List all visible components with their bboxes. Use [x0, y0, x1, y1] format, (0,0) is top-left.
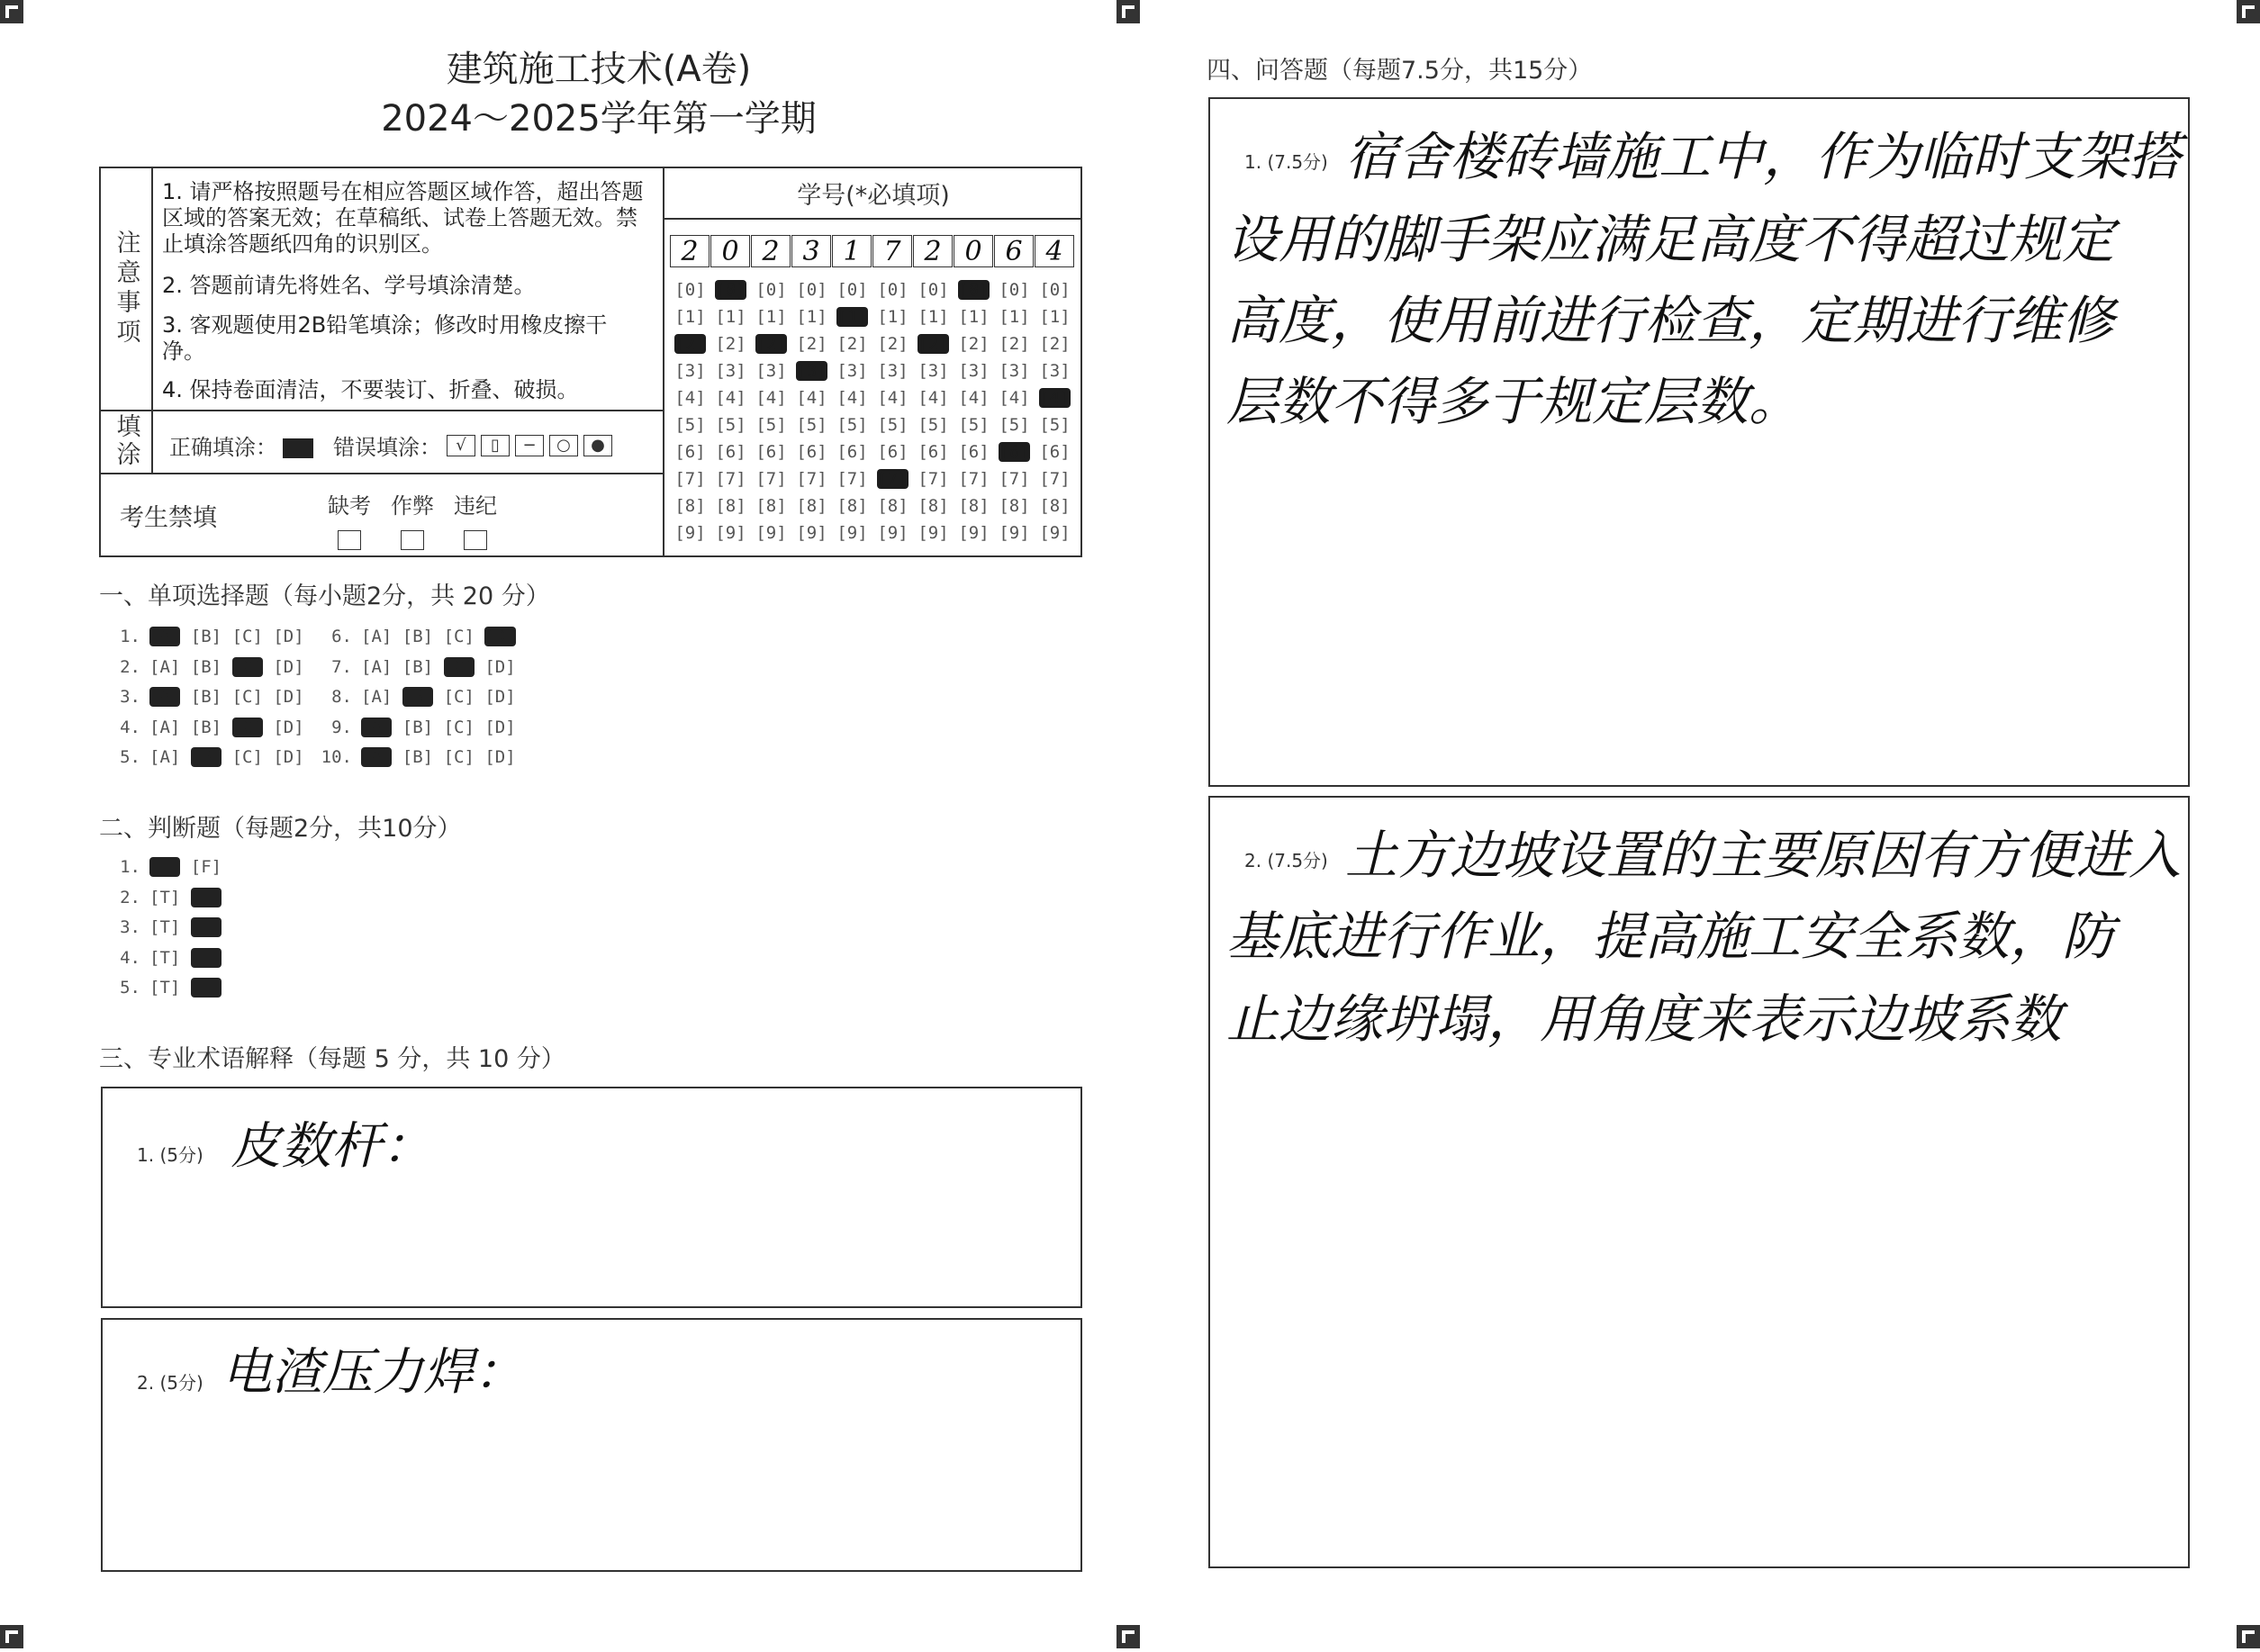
mc-option-bubble[interactable]: [B]: [402, 627, 434, 646]
handwritten-line: 基底进行作业，提高施工安全系数，防: [1226, 906, 2115, 967]
student-id-column: [872, 276, 913, 546]
student-id-bubble[interactable]: [9]: [1039, 523, 1071, 543]
mc-option-bubble[interactable]: [B]: [190, 747, 222, 767]
corner-marker-icon: [2237, 0, 2260, 23]
tf-question-row: [99, 978, 221, 998]
mc-option-bubble[interactable]: [A]: [149, 627, 181, 646]
student-id-bubble[interactable]: [0]: [1039, 280, 1071, 300]
student-id-bubble[interactable]: [3]: [674, 361, 706, 381]
student-id-bubble[interactable]: [3]: [715, 361, 746, 381]
question-number: 1.: [120, 857, 140, 877]
notice-heading: 注意事项: [112, 230, 140, 348]
mc-option-bubble[interactable]: [A]: [149, 717, 181, 737]
student-id-bubble[interactable]: [2]: [715, 334, 746, 354]
student-id-bubble[interactable]: [3]: [1039, 361, 1071, 381]
student-id-bubble[interactable]: [1]: [715, 307, 746, 327]
mc-option-bubble[interactable]: [C]: [231, 656, 263, 677]
dash-icon: −: [515, 435, 544, 456]
mc-option-bubble[interactable]: [C]: [443, 687, 475, 707]
student-id-bubble[interactable]: [0]: [755, 280, 787, 300]
tf-option-bubble[interactable]: [F]: [190, 857, 222, 877]
mc-question-row: [311, 627, 516, 646]
student-id-bubble[interactable]: [5]: [715, 415, 746, 435]
student-id-bubble[interactable]: [6]: [999, 442, 1030, 462]
student-id-bubble[interactable]: [4]: [796, 388, 827, 408]
tf-question-row: [99, 857, 221, 877]
student-id-bubble[interactable]: [8]: [755, 496, 787, 516]
student-id-bubble[interactable]: [1]: [755, 307, 787, 327]
student-id-bubble[interactable]: [2]: [1039, 334, 1071, 354]
fill-correct: 正确填涂：: [169, 429, 313, 461]
ban-cheat: 作弊: [376, 488, 448, 550]
student-id-bubble[interactable]: [4]: [674, 388, 706, 408]
tf-option-bubble[interactable]: [T]: [149, 947, 181, 968]
student-id-digit[interactable]: 7: [872, 235, 912, 267]
student-id-bubble[interactable]: [2]: [958, 334, 990, 354]
tf-question-row: [99, 948, 221, 968]
student-id-bubble[interactable]: [6]: [918, 442, 949, 462]
student-id-bubble[interactable]: [6]: [674, 442, 706, 462]
student-id-bubble[interactable]: [8]: [715, 496, 746, 516]
student-id-bubble[interactable]: [4]: [918, 388, 949, 408]
tf-option-bubble[interactable]: [F]: [190, 917, 222, 937]
mc-option-bubble[interactable]: [A]: [149, 747, 181, 767]
question-number: 6.: [331, 627, 352, 646]
student-id-digit[interactable]: 2: [751, 235, 791, 267]
student-id-bubble[interactable]: [7]: [1039, 469, 1071, 489]
student-id-bubble[interactable]: [8]: [1039, 496, 1071, 516]
student-id-bubble[interactable]: [1]: [877, 307, 909, 327]
student-id-digit[interactable]: 1: [832, 235, 872, 267]
student-id-bubble[interactable]: [7]: [877, 469, 909, 489]
mc-question-row: [99, 657, 304, 677]
question-number: 8.: [331, 687, 352, 707]
circle-icon: ○: [549, 435, 578, 456]
section2-title: 二、判断题（每题2分，共10分）: [99, 815, 462, 843]
student-id-bubble[interactable]: [4]: [958, 388, 990, 408]
mc-option-bubble[interactable]: [C]: [231, 687, 263, 707]
student-id-bubble[interactable]: [7]: [836, 469, 868, 489]
student-id-digit[interactable]: 3: [791, 235, 831, 267]
student-id-digit[interactable]: 4: [1035, 235, 1074, 267]
mc-option-bubble[interactable]: [B]: [190, 656, 222, 677]
student-id-bubble[interactable]: [0]: [836, 280, 868, 300]
correct-fill-swatch-icon: [283, 438, 313, 458]
mc-option-bubble[interactable]: [D]: [484, 747, 516, 767]
student-id-bubble[interactable]: [7]: [958, 469, 990, 489]
student-id-digit[interactable]: 2: [670, 235, 710, 267]
student-id-bubble[interactable]: [5]: [836, 415, 868, 435]
check-mark-icon: √: [447, 435, 475, 456]
mc-option-bubble[interactable]: [A]: [361, 717, 393, 737]
handwritten-line: 高度，使用前进行检查，定期进行维修: [1226, 290, 2115, 351]
student-id-bubble[interactable]: [2]: [674, 334, 706, 354]
student-id-bubble[interactable]: [1]: [1039, 307, 1071, 327]
mc-option-bubble[interactable]: [D]: [273, 627, 304, 646]
student-id-bubble[interactable]: [3]: [836, 361, 868, 381]
mc-option-bubble[interactable]: [B]: [402, 717, 434, 737]
mc-option-bubble[interactable]: [C]: [443, 656, 475, 677]
student-id-bubble[interactable]: [4]: [1039, 388, 1071, 408]
question-number: 4.: [120, 947, 140, 968]
student-id-column: [954, 276, 994, 546]
student-id-bubble[interactable]: [6]: [715, 442, 746, 462]
student-id-digit[interactable]: 0: [954, 235, 993, 267]
student-id-bubble[interactable]: [9]: [674, 523, 706, 543]
ban-checkbox[interactable]: [464, 530, 487, 550]
student-id-bubble[interactable]: [3]: [918, 361, 949, 381]
student-id-bubble[interactable]: [7]: [755, 469, 787, 489]
question-number: 7.: [331, 656, 352, 677]
student-id-bubble[interactable]: [2]: [836, 334, 868, 354]
student-id-bubble[interactable]: [1]: [918, 307, 949, 327]
student-id-bubble[interactable]: [5]: [1039, 415, 1071, 435]
student-id-bubble[interactable]: [8]: [999, 496, 1030, 516]
student-id-bubble[interactable]: [6]: [877, 442, 909, 462]
mc-option-bubble[interactable]: [D]: [484, 656, 516, 677]
question-number: 2.: [120, 656, 140, 677]
tf-option-bubble[interactable]: [F]: [190, 978, 222, 998]
mc-question-row: [311, 687, 516, 707]
student-id-bubble[interactable]: [6]: [755, 442, 787, 462]
vertical-bar-icon: ▯: [481, 435, 510, 456]
tf-option-bubble[interactable]: [F]: [190, 947, 222, 968]
mc-question-row: [99, 627, 304, 646]
fill-wrong: 错误填涂： √ ▯ − ○ ●: [333, 429, 612, 461]
question-number: 5.: [120, 978, 140, 998]
mc-option-bubble[interactable]: [A]: [361, 687, 393, 707]
tf-question-row: [99, 888, 221, 907]
student-id-bubble[interactable]: [2]: [877, 334, 909, 354]
question-number: 4.: [120, 717, 140, 737]
corner-marker-icon: [0, 1625, 23, 1648]
student-id-bubble[interactable]: [4]: [999, 388, 1030, 408]
notice-item: 2. 答题前请先将姓名、学号填涂清楚。: [162, 273, 536, 298]
mc-question-row: [311, 657, 516, 677]
student-id-column: [832, 276, 872, 546]
student-id-column: [994, 276, 1035, 546]
question-number: 3.: [120, 917, 140, 937]
qa-answer-box-2[interactable]: [1208, 796, 2190, 1568]
student-id-column: [710, 276, 751, 546]
student-id-bubble[interactable]: [5]: [958, 415, 990, 435]
student-id-bubble[interactable]: [1]: [836, 307, 868, 327]
notice-item: 3. 客观题使用2B铅笔填涂；修改时用橡皮擦干净。: [162, 312, 608, 364]
student-id-bubble[interactable]: [0]: [958, 280, 990, 300]
ban-discipline: 违纪: [439, 488, 511, 550]
info-table: [99, 167, 1082, 557]
mc-option-bubble[interactable]: [D]: [273, 747, 304, 767]
student-id-bubble[interactable]: [4]: [836, 388, 868, 408]
handwritten-line: 宿舍楼砖墙施工中，作为临时支架搭: [1345, 126, 2182, 187]
student-id-bubble[interactable]: [7]: [674, 469, 706, 489]
mc-option-bubble[interactable]: [B]: [402, 656, 434, 677]
student-id-bubble[interactable]: [9]: [796, 523, 827, 543]
student-id-bubble[interactable]: [5]: [755, 415, 787, 435]
student-id-bubble[interactable]: [4]: [755, 388, 787, 408]
student-id-bubble[interactable]: [0]: [674, 280, 706, 300]
mc-option-bubble[interactable]: [A]: [361, 627, 393, 646]
mc-option-bubble[interactable]: [A]: [149, 656, 181, 677]
student-id-bubble[interactable]: [9]: [999, 523, 1030, 543]
mc-option-bubble[interactable]: [A]: [149, 687, 181, 707]
exam-term: 2024～2025学年第一学期: [381, 98, 817, 140]
ban-checkbox[interactable]: [338, 530, 361, 550]
mc-option-bubble[interactable]: [B]: [190, 687, 222, 707]
mc-question-row: [99, 747, 304, 767]
ban-heading: 考生禁填: [120, 503, 217, 532]
student-id-bubble[interactable]: [0]: [877, 280, 909, 300]
mc-option-bubble[interactable]: [A]: [361, 747, 393, 767]
question-label: 2. (7.5分): [1244, 850, 1328, 871]
student-id-bubble[interactable]: [9]: [836, 523, 868, 543]
mc-option-bubble[interactable]: [A]: [361, 656, 393, 677]
mc-option-bubble[interactable]: [B]: [190, 627, 222, 646]
mc-option-bubble[interactable]: [D]: [484, 717, 516, 737]
student-id-bubble[interactable]: [1]: [999, 307, 1030, 327]
question-label: 1. (7.5分): [1244, 151, 1328, 173]
student-id-column: [751, 276, 791, 546]
student-id-bubble[interactable]: [7]: [918, 469, 949, 489]
mc-option-bubble[interactable]: [D]: [273, 656, 304, 677]
question-number: 3.: [120, 687, 140, 707]
term-answer-box-1[interactable]: [101, 1087, 1082, 1308]
mc-option-bubble[interactable]: [C]: [443, 627, 475, 646]
student-id-bubble[interactable]: [1]: [796, 307, 827, 327]
student-id-bubble[interactable]: [3]: [958, 361, 990, 381]
student-id-bubble[interactable]: [9]: [877, 523, 909, 543]
student-id-bubble[interactable]: [5]: [918, 415, 949, 435]
student-id-bubble[interactable]: [3]: [999, 361, 1030, 381]
student-id-bubble[interactable]: [2]: [918, 334, 949, 354]
student-id-bubble[interactable]: [6]: [958, 442, 990, 462]
corner-marker-icon: [2237, 1625, 2260, 1648]
student-id-bubble[interactable]: [3]: [877, 361, 909, 381]
tf-option-bubble[interactable]: [T]: [149, 887, 181, 907]
question-label: 2. (5分): [137, 1372, 203, 1394]
corner-marker-icon: [1116, 1625, 1140, 1648]
mc-option-bubble[interactable]: [D]: [273, 717, 304, 737]
mc-question-row: [99, 718, 304, 737]
mc-option-bubble[interactable]: [C]: [231, 747, 263, 767]
student-id-bubble[interactable]: [9]: [958, 523, 990, 543]
tf-option-bubble[interactable]: [T]: [149, 917, 181, 937]
question-number: 10.: [321, 747, 352, 767]
qa-answer-box-1[interactable]: [1208, 97, 2190, 787]
exam-title: 建筑施工技术(A卷): [446, 49, 752, 90]
dot-icon: ●: [583, 435, 612, 456]
mc-option-bubble[interactable]: [B]: [402, 687, 434, 707]
student-id-bubble[interactable]: [0]: [999, 280, 1030, 300]
student-id-bubble[interactable]: [5]: [796, 415, 827, 435]
mc-option-bubble[interactable]: [C]: [443, 747, 475, 767]
notice-item: 4. 保持卷面清洁，不要装订、折叠、破损。: [162, 377, 579, 402]
corner-marker-icon: [1116, 0, 1140, 23]
handwritten-line: 土方边坡设置的主要原因有方便进入: [1345, 825, 2182, 886]
section3-title: 三、专业术语解释（每题 5 分，共 10 分）: [99, 1045, 565, 1073]
student-id-bubble[interactable]: [6]: [1039, 442, 1071, 462]
question-number: 5.: [120, 747, 140, 767]
student-id-bubble[interactable]: [4]: [877, 388, 909, 408]
student-id-bubble[interactable]: [2]: [999, 334, 1030, 354]
student-id-heading: 学号(*必填项): [797, 182, 950, 210]
fill-heading: 填涂: [112, 413, 140, 469]
student-id-bubble[interactable]: [8]: [796, 496, 827, 516]
student-id-bubble[interactable]: [6]: [796, 442, 827, 462]
handwritten-line: 层数不得多于规定层数。: [1226, 371, 1802, 432]
handwritten-line: 设用的脚手架应满足高度不得超过规定: [1226, 209, 2115, 270]
student-id-bubble[interactable]: [6]: [836, 442, 868, 462]
mc-question-row: [311, 747, 516, 767]
student-id-bubble[interactable]: [7]: [796, 469, 827, 489]
tf-option-bubble[interactable]: [T]: [149, 857, 181, 877]
tf-option-bubble[interactable]: [F]: [190, 887, 222, 907]
student-id-bubble[interactable]: [0]: [918, 280, 949, 300]
handwritten-line: 止边缘坍塌，用角度来表示边坡系数: [1226, 988, 2063, 1050]
student-id-bubble[interactable]: [2]: [796, 334, 827, 354]
question-number: 9.: [331, 717, 352, 737]
student-id-bubble[interactable]: [7]: [715, 469, 746, 489]
student-id-bubble[interactable]: [3]: [796, 361, 827, 381]
student-id-column: [1035, 276, 1075, 546]
mc-option-bubble[interactable]: [C]: [231, 627, 263, 646]
student-id-bubble[interactable]: [0]: [796, 280, 827, 300]
student-id-bubble[interactable]: [8]: [877, 496, 909, 516]
question-number: 2.: [120, 887, 140, 907]
student-id-bubble[interactable]: [8]: [836, 496, 868, 516]
student-id-bubble[interactable]: [0]: [715, 280, 746, 300]
student-id-bubble[interactable]: [4]: [715, 388, 746, 408]
student-id-column: [791, 276, 832, 546]
ban-checkbox[interactable]: [401, 530, 424, 550]
tf-option-bubble[interactable]: [T]: [149, 978, 181, 998]
section1-title: 一、单项选择题（每小题2分，共 20 分）: [99, 582, 550, 610]
student-id-column: [913, 276, 954, 546]
corner-marker-icon: [0, 0, 23, 23]
mc-option-bubble[interactable]: [D]: [484, 687, 516, 707]
student-id-bubble[interactable]: [7]: [999, 469, 1030, 489]
student-id-digit[interactable]: 6: [994, 235, 1034, 267]
mc-question-row: [99, 687, 304, 707]
student-id-column: [670, 276, 710, 546]
student-id-bubble[interactable]: [3]: [755, 361, 787, 381]
handwritten-answer: 电渣压力焊：: [221, 1343, 524, 1402]
ban-absent: 缺考: [313, 488, 385, 550]
student-id-bubble[interactable]: [1]: [674, 307, 706, 327]
student-id-bubble[interactable]: [5]: [999, 415, 1030, 435]
student-id-bubble[interactable]: [5]: [674, 415, 706, 435]
mc-option-bubble[interactable]: [B]: [190, 717, 222, 737]
student-id-bubble[interactable]: [8]: [958, 496, 990, 516]
mc-question-row: [311, 718, 516, 737]
handwritten-answer: 皮数杆：: [231, 1117, 432, 1176]
student-id-bubble[interactable]: [9]: [755, 523, 787, 543]
student-id-bubble[interactable]: [1]: [958, 307, 990, 327]
student-id-digit[interactable]: 2: [913, 235, 953, 267]
term-answer-box-2[interactable]: [101, 1318, 1082, 1572]
mc-option-bubble[interactable]: [C]: [443, 717, 475, 737]
notice-item: 1. 请严格按照题号在相应答题区域作答，超出答题区域的答案无效；在草稿纸、试卷上答题无效。禁止填涂答题纸四角的识别区。: [162, 179, 644, 257]
mc-option-bubble[interactable]: [B]: [402, 747, 434, 767]
student-id-bubble[interactable]: [5]: [877, 415, 909, 435]
student-id-bubble[interactable]: [8]: [674, 496, 706, 516]
tf-question-row: [99, 917, 221, 937]
student-id-bubble[interactable]: [8]: [918, 496, 949, 516]
question-label: 1. (5分): [137, 1144, 203, 1166]
student-id-digit[interactable]: 0: [710, 235, 750, 267]
mc-option-bubble[interactable]: [D]: [484, 627, 516, 646]
question-number: 1.: [120, 627, 140, 646]
student-id-bubble[interactable]: [9]: [715, 523, 746, 543]
mc-option-bubble[interactable]: [D]: [273, 687, 304, 707]
student-id-cells: [670, 235, 1075, 267]
student-id-bubble[interactable]: [2]: [755, 334, 787, 354]
section4-title: 四、问答题（每题7.5分，共15分）: [1207, 57, 1593, 85]
mc-option-bubble[interactable]: [C]: [231, 717, 263, 737]
student-id-bubble[interactable]: [9]: [918, 523, 949, 543]
